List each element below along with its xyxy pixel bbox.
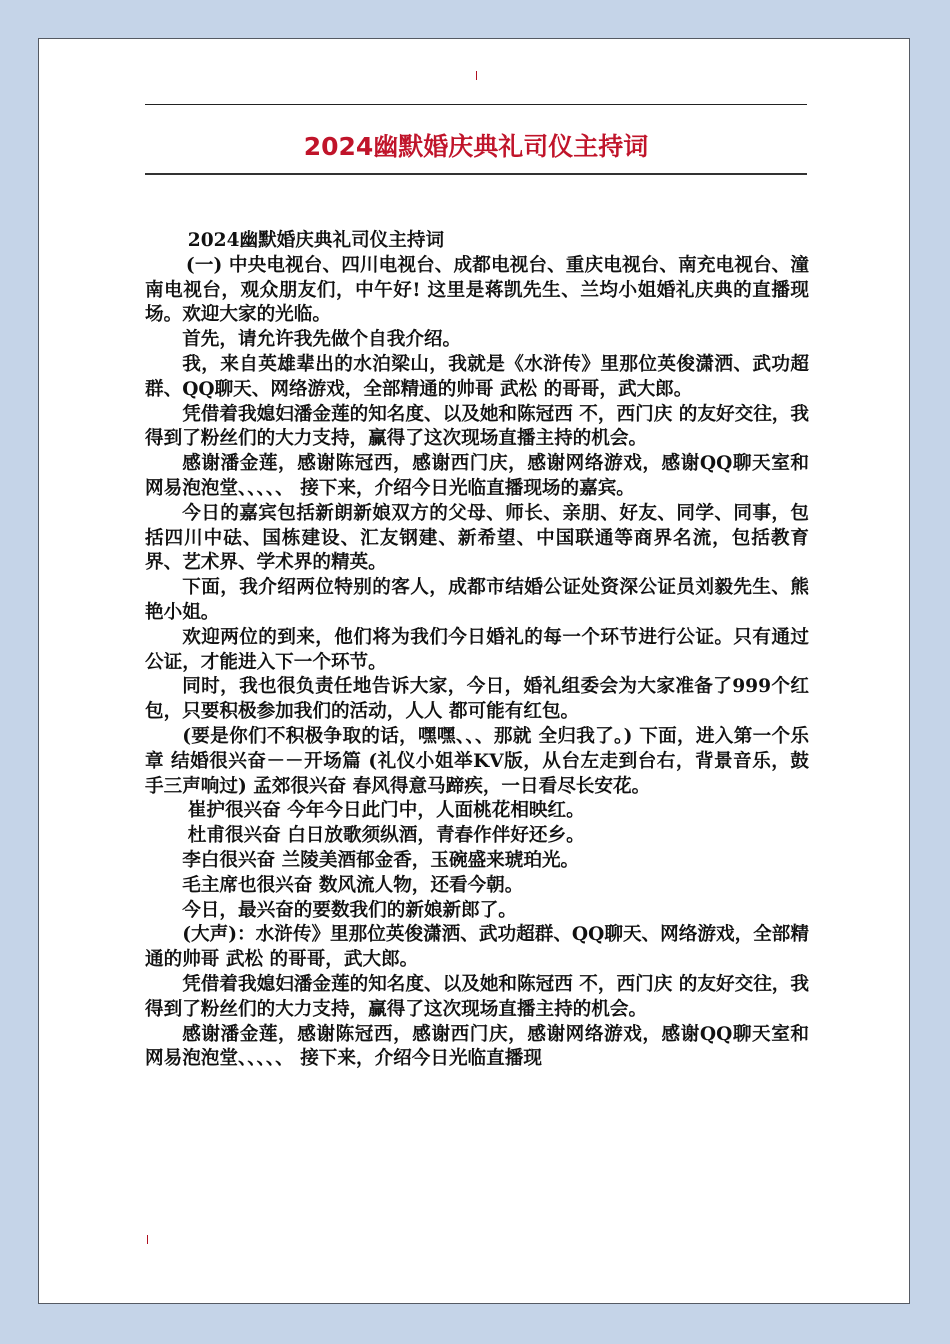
document-title: 2024幽默婚庆典礼司仪主持词 xyxy=(303,132,649,161)
paragraph: 2024幽默婚庆典礼司仪主持词 xyxy=(187,230,445,251)
paragraph: 凭借着我媳妇潘金莲的知名度、以及她和陈冠西 不，西门庆 的友好交往，我得到了粉丝们的大力支持，赢得了这次现场直播主持的机会。 xyxy=(145,403,809,450)
paragraph: 欢迎两位的到来，他们将为我们今日婚礼的每一个环节进行公证。只有通过公证，才能进入下一个环节。 xyxy=(145,626,809,673)
poem-line: 李白很兴奋 兰陵美酒郁金香，玉碗盛来琥珀光。 xyxy=(182,849,580,871)
paragraph: 同时，我也很负责任地告诉大家，今日，婚礼组委会为大家准备了999个红包，只要积极参加我们的活动，人人 都可能有红包。 xyxy=(145,676,809,723)
paragraph: 感谢潘金莲，感谢陈冠西，感谢西门庆，感谢网络游戏，感谢QQ聊天室和网易泡泡堂、、、、、 接下来，介绍今日光临直播现 xyxy=(145,1023,809,1070)
paragraph: 今日的嘉宾包括新朗新娘双方的父母、师长、亲朋、好友、同学、同事，包括四川中砝、国栋建设、汇友钢建、新希望、中国联通等商界名流，包括教育界、艺术界、学术界的精英。 xyxy=(145,502,809,574)
page-corner-mark-top xyxy=(476,71,477,80)
paragraph: 下面，我介绍两位特别的客人，成都市结婚公证处资深公证员刘毅先生、熊艳小姐。 xyxy=(145,577,809,623)
poem-line: 崔护很兴奋 今年今日此门中，人面桃花相映红。 xyxy=(187,800,585,822)
paragraph: 凭借着我媳妇潘金莲的知名度、以及她和陈冠西 不，西门庆 的友好交往，我得到了粉丝们的大力支持，赢得了这次现场直播主持的机会。 xyxy=(145,973,809,1020)
paragraph: 首先，请允许我先做个自我介绍。 xyxy=(182,329,462,351)
poem-line: 毛主席也很兴奋 数风流人物，还看今朝。 xyxy=(182,874,524,896)
poem-line: 杜甫很兴奋 白日放歌须纵酒，青春作伴好还乡。 xyxy=(187,825,585,847)
document-body xyxy=(145,229,809,1072)
paragraph: 感谢潘金莲，感谢陈冠西，感谢西门庆，感谢网络游戏，感谢QQ聊天室和网易泡泡堂、、、、、 接下来，介绍今日光临直播现场的嘉宾。 xyxy=(145,453,809,499)
paragraph: (一) 中央电视台、四川电视台、成都电视台、重庆电视台、南充电视台、潼南电视台，观众朋友们，中午好! 这里是蒋凯先生、兰均小姐婚礼庆典的直播现场。欢迎大家的光临。 xyxy=(145,254,809,326)
paragraph: (大声)：水浒传》里那位英俊潇洒、武功超群、QQ聊天、网络游戏，全部精通的帅哥 武松 的哥哥，武大郎。 xyxy=(145,924,809,971)
title-rule xyxy=(145,173,807,175)
header-rule xyxy=(145,104,807,105)
paragraph: 今日，最兴奋的要数我们的新娘新郎了。 xyxy=(182,899,517,921)
paragraph: 我，来自英雄辈出的水泊梁山，我就是《水浒传》里那位英俊潇洒、武功超群、QQ聊天、网络游戏，全部精通的帅哥 武松 的哥哥，武大郎。 xyxy=(145,353,809,400)
page-corner-mark-bottom xyxy=(147,1235,148,1244)
document-page xyxy=(38,38,910,1304)
paragraph: (要是你们不积极争取的话，嘿嘿、、、那就 全归我了。) 下面，进入第一个乐章 结婚很兴奋－－开场篇 (礼仪小姐举KV版，从台左走到台右，背景音乐，鼓手三声响过) 孟郊很兴奋 春风得意马蹄疾，一日看尽长安花。 xyxy=(145,725,809,797)
